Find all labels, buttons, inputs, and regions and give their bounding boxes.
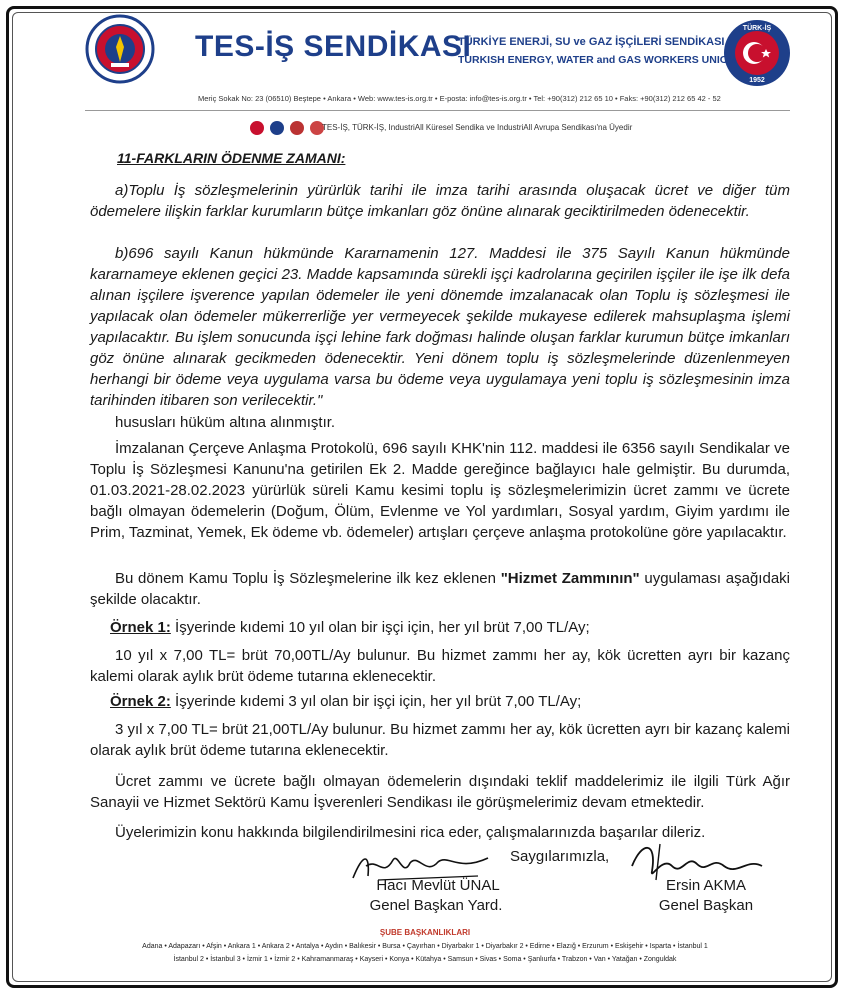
union-brand-name: TES-İŞ SENDİKASI: [195, 30, 472, 63]
turk-is-logo-top-text: TÜRK-İŞ: [742, 25, 772, 32]
example-2-label: Örnek 2:: [110, 693, 171, 710]
hizmet-zammi-bold: "Hizmet Zammının": [500, 570, 640, 587]
turk-is-logo: [722, 18, 792, 88]
affiliation-icons: [250, 121, 324, 135]
turk-is-logo-year: 1952: [749, 77, 765, 84]
union-name-english: TURKISH ENERGY, WATER and GAS WORKERS UNION: [458, 54, 736, 66]
right-signatory-name: Ersin AKMA: [665, 877, 747, 894]
example-2-calculation: 3 yıl x 7,00 TL= brüt 21,00TL/Ay bulunur. Bu hizmet zammı her ay, kök ücretten ayrı bir kazanç kalemi olarak aylık brüt ödeme tutarına eklenecektir.: [90, 721, 790, 759]
protocol-paragraph: İmzalanan Çerçeve Anlaşma Protokolü, 696 sayılı KHK'nin 112. maddesi ile 6356 sayılı Sendikalar ve Toplu İş Sözleşmesi Kanunu'na getirilen Ek 2. Madde gereğince bağlayıcı hale gelmiştir. Bu durumda, 01.03.2021-28.02.2023 yürürlük süreli Kamu kesimi toplu iş sözleşmelerimizin ücret zammı ve ücrete bağlı olmayan ödemelerin (Doğum, Ölüm, Evlenme ve Yol yardımları, Sosyal yardım, Giyim yardımı ile Prim, Tazminat, Yemek, Ek ödeme vb. ödemeler) artışları çerçeve anlaşma protokolüne göre yapılacaktır.: [90, 440, 790, 541]
hususlar-line: hususları hüküm altına alınmıştır.: [115, 414, 336, 431]
contact-address-line: Meriç Sokak No: 23 (06510) Beştepe • Ankara • Web: www.tes-is.org.tr • E-posta: info@tes-is.org.tr • Tel: +90(312) 212 65 10 • Faks: +90(312) 212 65 42 - 52: [198, 94, 721, 103]
right-signatory-title: Genel Başkan: [658, 897, 754, 914]
branches-title: ŞUBE BAŞKANLIKLARI: [379, 928, 471, 937]
paragraph-b: b)696 sayılı Kanun hükmünde Kararnamenin 127. Maddesi ile 375 Sayılı Kanun hükmünde kararnameye eklenen geçici 23. Madde kapsamında sürekli işçi kadrolarına geçirilen işçiler ile işe ilk defa alınan işçilere işverence yapılan ödemeler ile yeni dönemde imzalanacak olan Toplu iş sözleşmesi ile yapılacak olan ödemeler mükerrerliğe yer vermeyecek şekilde mukayese edilerek mahsuplaşma işlemi yapılacaktır. Bu işlem sonucunda işçi lehine fark doğması halinde oluşan farklar kurumun bütçe imkanları göz önüne alınarak gecikmeden ödenecektir. Yeni dönem toplu iş sözleşmelerinde düzenlenmeyen herhangi bir ödeme veya uygulama varsa bu ödeme veya uygulamaya yeni toplu iş sözleşmesinin imza tarihinden itibaren son verilecektir.": [90, 245, 790, 409]
union-name-turkish: TÜRKİYE ENERJİ, SU ve GAZ İŞÇİLERİ SENDİKASI: [458, 36, 725, 48]
branches-line-1: Adana • Adapazarı • Afşin • Ankara 1 • Ankara 2 • Antalya • Aydın • Balıkesir • Bursa • Çayırhan • Diyarbakır 1 • Diyarbakır 2 • Edirne • Elazığ • Erzurum • Eskişehir • Isparta • İstanbul 1: [142, 943, 708, 950]
affiliation-text: TES-İŞ, TÜRK-İŞ, IndustriAll Küresel Sendika ve IndustriAll Avrupa Sendikası'na Üyedir: [322, 123, 633, 132]
closing-request: Üyelerimizin konu hakkında bilgilendirilmesini rica eder, çalışmalarınızda başarılar dileriz.: [115, 824, 706, 841]
paragraph-a: a)Toplu İş sözleşmelerinin yürürlük tarihi ile imza tarihi arasında oluşacak ücret ve diğer tüm ödemelere ilişkin farklar kurumların bütçe imkanları göz önüne alınarak geciktirilmeden ödenecektir.: [90, 182, 790, 220]
industriall-mini-icon: [290, 121, 304, 135]
example-1-text: İşyerinde kıdemi 10 yıl olan bir işçi için, her yıl brüt 7,00 TL/Ay;: [170, 619, 590, 636]
hizmet-text-pre: Bu dönem Kamu Toplu İş Sözleşmelerine ilk kez eklenen: [115, 570, 501, 587]
tes-is-mini-icon: [250, 121, 264, 135]
hizmet-zammi-paragraph: [90, 568, 790, 610]
left-signatory-title: Genel Başkan Yard.: [369, 897, 503, 914]
left-signatory-name: Hacı Mevlüt ÜNAL: [376, 877, 500, 894]
negotiation-paragraph: Ücret zammı ve ücrete bağlı olmayan ödemelerin dışındaki teklif maddelerimiz ile ilgili Türk Ağır Sanayii ve Hizmet Sektörü Kamu İşverenleri Sendikası ile görüşmelerimiz devam etmektedir.: [90, 773, 790, 811]
example-1-calculation: 10 yıl x 7,00 TL= brüt 70,00TL/Ay bulunur. Bu hizmet zammı her ay, kök ücretten ayrı bir kazanç kalemi olarak aylık brüt ödeme tutarına eklenecektir.: [90, 647, 790, 685]
header-divider: [85, 110, 790, 111]
example-2-line: [110, 691, 800, 712]
hizmet-text-post: uygulaması aşağıdaki şekilde olacaktır.: [90, 570, 790, 608]
tes-is-seal-logo: [85, 14, 155, 84]
branches-line-2: İstanbul 2 • İstanbul 3 • İzmir 1 • İzmir 2 • Kahramanmaraş • Kayseri • Konya • Kütahya • Samsun • Sivas • Soma • Şanlıurfa • Trabzon • Van • Yatağan • Zonguldak: [173, 956, 677, 963]
turk-is-mini-icon: [270, 121, 284, 135]
example-2-text: İşyerinde kıdemi 3 yıl olan bir işçi için, her yıl brüt 7,00 TL/Ay;: [170, 693, 582, 710]
example-1-label: Örnek 1:: [110, 619, 171, 636]
section-heading: 11-FARKLARIN ÖDENME ZAMANI:: [117, 150, 346, 166]
example-1-line: [110, 617, 800, 638]
closing-salutation: Saygılarımızla,: [510, 848, 610, 865]
